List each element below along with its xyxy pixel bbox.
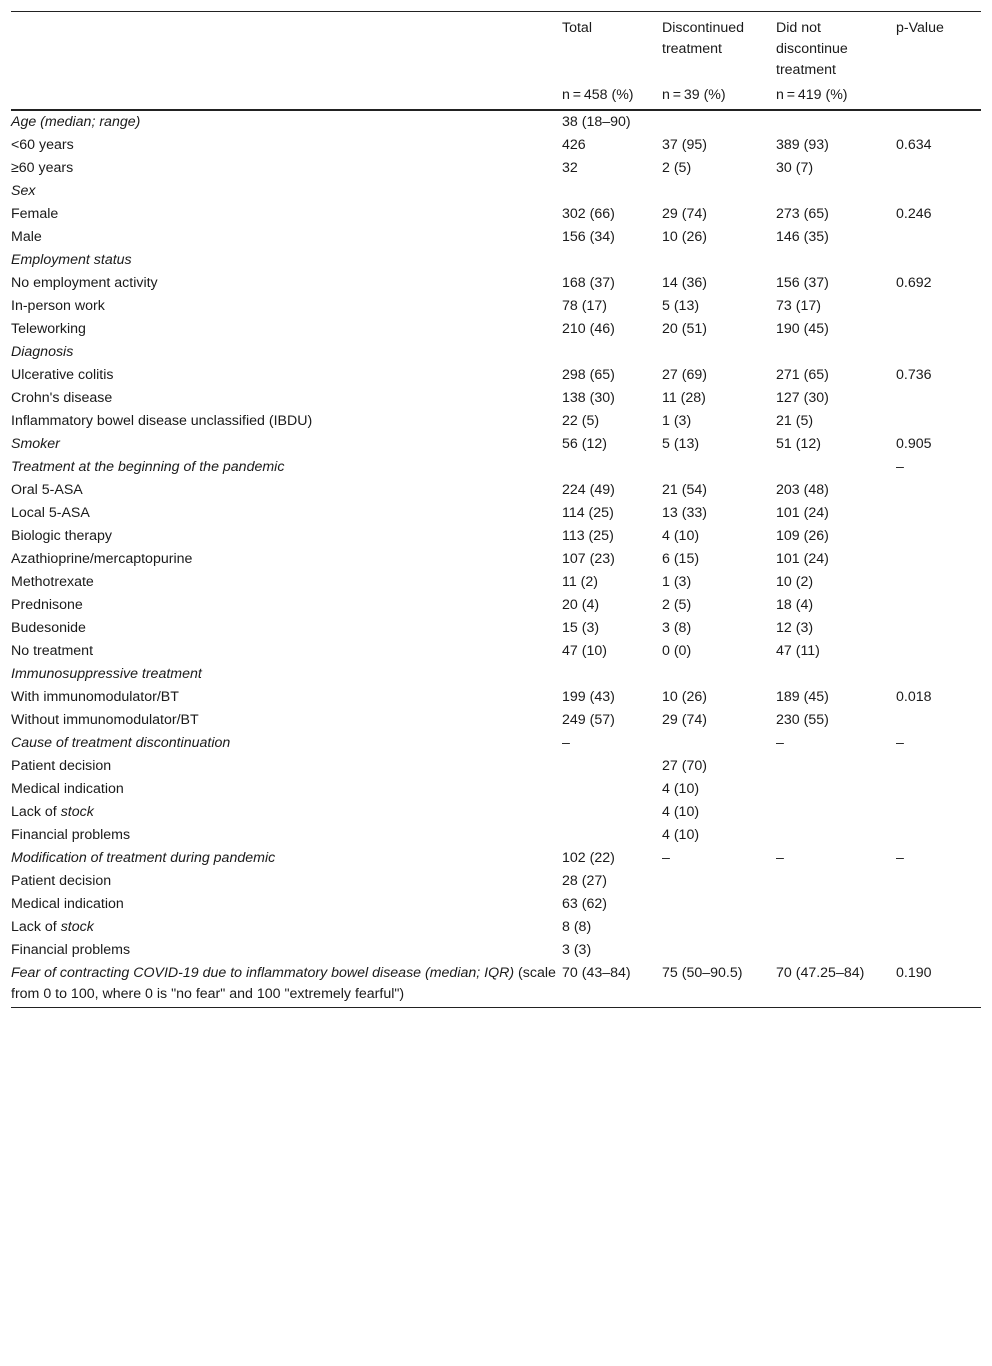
row-label-text: Lack of: [11, 804, 61, 820]
table-row: [11, 158, 981, 181]
table-row: [11, 871, 981, 894]
cell-total: 56 (12): [562, 436, 607, 452]
row-label: Modification of treatment during pandemic: [11, 850, 276, 866]
cell-not-discontinued: 47 (11): [776, 643, 820, 659]
cell-not-discontinued: 109 (26): [776, 528, 829, 544]
row-label: Ulcerative colitis: [11, 367, 114, 383]
cell-pvalue: [896, 871, 981, 894]
cell-pvalue: [896, 825, 981, 848]
cell-pvalue: 0.018: [896, 689, 932, 705]
cell-total: 22 (5): [562, 413, 600, 429]
table-row: [11, 365, 981, 388]
table-row: [11, 388, 981, 411]
cell-total: 210 (46): [562, 321, 615, 337]
row-label-italic: stock: [60, 919, 94, 935]
cell-not-discontinued: 273 (65): [776, 206, 829, 222]
cell-discontinued: 27 (70): [662, 758, 707, 774]
row-label: Budesonide: [11, 620, 86, 636]
table-row: [11, 296, 981, 319]
cell-total: 11 (2): [562, 574, 599, 590]
cell-pvalue: 0.246: [896, 206, 932, 222]
cell-discontinued: 1 (3): [662, 413, 692, 429]
cell-not-discontinued: 189 (45): [776, 689, 829, 705]
cell-total: 138 (30): [562, 390, 615, 406]
cell-discontinued: 20 (51): [662, 321, 707, 337]
table-row: [11, 641, 981, 664]
table-row: [11, 319, 981, 342]
cell-total: 3 (3): [562, 942, 592, 958]
row-label: <60 years: [11, 137, 74, 153]
table-row: [11, 204, 981, 227]
cell-discontinued: 29 (74): [662, 712, 707, 728]
cell-not-discontinued: 203 (48): [776, 482, 829, 498]
header-blank: [11, 12, 562, 82]
row-label: In-person work: [11, 298, 105, 314]
cell-pvalue: [896, 388, 981, 411]
cell-not-discontinued: [776, 110, 896, 135]
cell-pvalue: [896, 664, 981, 687]
cell-total: 107 (23): [562, 551, 615, 567]
cell-discontinued: 2 (5): [662, 597, 692, 613]
row-label: Medical indication: [11, 781, 124, 797]
table-row: [11, 687, 981, 710]
cell-pvalue: –: [896, 459, 904, 475]
row-label: No treatment: [11, 643, 94, 659]
cell-not-discontinued: 156 (37): [776, 275, 829, 291]
cell-discontinued: [662, 181, 776, 204]
cell-pvalue: [896, 319, 981, 342]
cell-discontinued: 11 (28): [662, 390, 706, 406]
row-label: Azathioprine/mercaptopurine: [11, 551, 193, 567]
cell-pvalue: [896, 894, 981, 917]
cell-pvalue: –: [896, 735, 904, 751]
cell-total: [562, 342, 662, 365]
cell-discontinued: 4 (10): [662, 781, 700, 797]
table-row: [11, 733, 981, 756]
cell-pvalue: [896, 250, 981, 273]
cell-not-discontinued: 70 (47.25–84): [776, 963, 896, 1008]
cell-discontinued: 0 (0): [662, 643, 692, 659]
table-row: [11, 710, 981, 733]
header-n-discontinued: n = 39 (%): [662, 81, 776, 110]
cell-discontinued: 13 (33): [662, 505, 707, 521]
cell-discontinued: 10 (26): [662, 229, 707, 245]
cell-not-discontinued: [776, 756, 896, 779]
table-row: [11, 756, 981, 779]
cell-pvalue: –: [896, 850, 904, 866]
table-row: [11, 110, 981, 135]
cell-pvalue: [896, 595, 981, 618]
cell-total: [562, 457, 662, 480]
table-body: [11, 110, 981, 1008]
cell-discontinued: 5 (13): [662, 298, 700, 314]
cell-discontinued: 5 (13): [662, 436, 700, 452]
cell-not-discontinued: [776, 779, 896, 802]
row-label: Smoker: [11, 436, 60, 452]
cell-pvalue: [896, 526, 981, 549]
cell-total: 20 (4): [562, 597, 600, 613]
cell-total: 168 (37): [562, 275, 615, 291]
row-label-italic: stock: [60, 804, 94, 820]
row-label: Local 5-ASA: [11, 505, 90, 521]
cell-total: [562, 250, 662, 273]
cell-not-discontinued: 101 (24): [776, 505, 829, 521]
cell-not-discontinued: [776, 457, 896, 480]
cell-not-discontinued: 190 (45): [776, 321, 829, 337]
cell-total: [562, 756, 662, 779]
cell-total: 224 (49): [562, 482, 615, 498]
cell-discontinued: 4 (10): [662, 827, 700, 843]
cell-total: 47 (10): [562, 643, 607, 659]
row-label: Biologic therapy: [11, 528, 112, 544]
cell-not-discontinued: 10 (2): [776, 574, 814, 590]
table-row: [11, 963, 981, 1008]
header-total: Total: [562, 12, 662, 82]
header-n-blank: [11, 81, 562, 110]
header-n-pvalue: [896, 81, 981, 110]
row-label: Age (median; range): [11, 114, 141, 130]
row-label: Methotrexate: [11, 574, 94, 590]
cell-not-discontinued: [776, 802, 896, 825]
cell-discontinued: 10 (26): [662, 689, 707, 705]
cell-total: 70 (43–84): [562, 963, 662, 1008]
cell-total: 15 (3): [562, 620, 600, 636]
cell-total: 156 (34): [562, 229, 615, 245]
table-row: [11, 618, 981, 641]
header-discontinued: Discontinued treatment: [662, 12, 776, 82]
cell-pvalue: [896, 917, 981, 940]
row-label: Without immunomodulator/BT: [11, 712, 199, 728]
cell-total: 426: [562, 137, 586, 153]
cell-total: 63 (62): [562, 896, 607, 912]
cell-pvalue: [896, 779, 981, 802]
cell-discontinued: 1 (3): [662, 574, 692, 590]
row-label: Inflammatory bowel disease unclassified (IBDU): [11, 413, 313, 429]
cell-discontinued: 75 (50–90.5): [662, 963, 776, 1008]
table-row: [11, 894, 981, 917]
cell-not-discontinued: 146 (35): [776, 229, 829, 245]
row-label-text: Lack of: [11, 919, 61, 935]
cell-pvalue: [896, 503, 981, 526]
row-label: [11, 917, 562, 940]
row-label: ≥60 years: [11, 160, 74, 176]
cell-not-discontinued: 271 (65): [776, 367, 829, 383]
cell-not-discontinued: 30 (7): [776, 160, 814, 176]
table-row: [11, 526, 981, 549]
cell-not-discontinued: [776, 825, 896, 848]
cell-discontinued: [662, 917, 776, 940]
cell-not-discontinued: 18 (4): [776, 597, 814, 613]
cell-total: [562, 181, 662, 204]
cell-pvalue: 0.736: [896, 367, 932, 383]
cell-discontinued: 6 (15): [662, 551, 700, 567]
cell-total: 28 (27): [562, 873, 607, 889]
table-row: [11, 595, 981, 618]
cell-total: [562, 802, 662, 825]
table-row: [11, 457, 981, 480]
cell-total: –: [562, 735, 570, 751]
cell-not-discontinued: [776, 250, 896, 273]
cell-not-discontinued: [776, 342, 896, 365]
cell-pvalue: [896, 756, 981, 779]
header-n-total: n = 458 (%): [562, 81, 662, 110]
cell-total: 38 (18–90): [562, 114, 631, 130]
row-label: Patient decision: [11, 873, 112, 889]
cell-not-discontinued: [776, 871, 896, 894]
cell-pvalue: [896, 710, 981, 733]
cell-total: 32: [562, 160, 578, 176]
cell-pvalue: [896, 296, 981, 319]
cell-discontinued: [662, 342, 776, 365]
cell-total: 113 (25): [562, 528, 614, 544]
cell-not-discontinued: [776, 181, 896, 204]
table-row: [11, 480, 981, 503]
row-label: Treatment at the beginning of the pandemic: [11, 459, 285, 475]
cell-discontinued: 3 (8): [662, 620, 692, 636]
cell-total: 114 (25): [562, 505, 614, 521]
cell-pvalue: [896, 802, 981, 825]
cell-not-discontinued: [776, 940, 896, 963]
cell-pvalue: [896, 181, 981, 204]
cell-total: 249 (57): [562, 712, 615, 728]
table-row: [11, 940, 981, 963]
cell-discontinued: 29 (74): [662, 206, 707, 222]
cell-total: 298 (65): [562, 367, 615, 383]
table-row: [11, 848, 981, 871]
cell-discontinued: 4 (10): [662, 804, 700, 820]
row-label: With immunomodulator/BT: [11, 689, 179, 705]
cell-discontinued: 14 (36): [662, 275, 707, 291]
cell-not-discontinued: [776, 894, 896, 917]
cell-pvalue: [896, 411, 981, 434]
cell-total: 199 (43): [562, 689, 615, 705]
row-label: Financial problems: [11, 942, 131, 958]
table-row: [11, 802, 981, 825]
cell-not-discontinued: 230 (55): [776, 712, 829, 728]
header-pvalue: p-Value: [896, 12, 981, 82]
table-row: [11, 664, 981, 687]
cell-pvalue: [896, 158, 981, 181]
table-row: [11, 273, 981, 296]
cell-not-discontinued: [776, 664, 896, 687]
cell-pvalue: 0.905: [896, 436, 932, 452]
table-row: [11, 825, 981, 848]
table-row: [11, 779, 981, 802]
cell-pvalue: [896, 227, 981, 250]
table-header: [11, 12, 981, 111]
cell-discontinued: [662, 250, 776, 273]
cell-not-discontinued: 21 (5): [776, 413, 814, 429]
row-label: No employment activity: [11, 275, 158, 291]
row-label-text: (scale from 0 to 100, where 0 is "no fear" and 100 "extremely fearful"): [11, 965, 556, 1002]
table-row: [11, 411, 981, 434]
table-row: [11, 572, 981, 595]
cell-pvalue: 0.692: [896, 275, 932, 291]
cell-total: [562, 825, 662, 848]
table-row: [11, 549, 981, 572]
cell-not-discontinued: 12 (3): [776, 620, 814, 636]
results-table: [11, 11, 981, 1008]
cell-pvalue: [896, 572, 981, 595]
row-label: Teleworking: [11, 321, 86, 337]
cell-discontinued: [662, 457, 776, 480]
cell-not-discontinued: 389 (93): [776, 137, 829, 153]
row-label: Cause of treatment discontinuation: [11, 735, 231, 751]
row-label: Male: [11, 229, 42, 245]
cell-pvalue: 0.190: [896, 963, 981, 1008]
cell-not-discontinued: 127 (30): [776, 390, 829, 406]
row-label: Sex: [11, 183, 36, 199]
cell-total: 102 (22): [562, 850, 615, 866]
cell-pvalue: [896, 618, 981, 641]
table-row: [11, 135, 981, 158]
cell-discontinued: [662, 664, 776, 687]
row-label: Financial problems: [11, 827, 131, 843]
row-label: Crohn's disease: [11, 390, 113, 406]
row-label: Immunosuppressive treatment: [11, 666, 202, 682]
row-label: Employment status: [11, 252, 132, 268]
cell-total: 78 (17): [562, 298, 607, 314]
row-label: Patient decision: [11, 758, 112, 774]
cell-discontinued: [662, 110, 776, 135]
cell-pvalue: [896, 480, 981, 503]
cell-discontinued: 27 (69): [662, 367, 707, 383]
cell-total: 302 (66): [562, 206, 615, 222]
header-not-discontinued: Did not discontinue treatment: [776, 12, 896, 82]
row-label: Oral 5-ASA: [11, 482, 83, 498]
cell-not-discontinued: 51 (12): [776, 436, 821, 452]
cell-discontinued: 37 (95): [662, 137, 707, 153]
table-row: [11, 503, 981, 526]
cell-total: [562, 779, 662, 802]
cell-not-discontinued: 101 (24): [776, 551, 829, 567]
cell-discontinued: 2 (5): [662, 160, 692, 176]
header-n-not-discontinued: n = 419 (%): [776, 81, 896, 110]
cell-not-discontinued: –: [776, 850, 784, 866]
table-row: [11, 227, 981, 250]
table-row: [11, 181, 981, 204]
table-row: [11, 250, 981, 273]
row-label-italic: Fear of contracting COVID-19 due to inflammatory bowel disease (median; IQR): [11, 965, 515, 981]
cell-not-discontinued: 73 (17): [776, 298, 821, 314]
cell-discontinued: [662, 733, 776, 756]
cell-not-discontinued: –: [776, 735, 784, 751]
table-row: [11, 917, 981, 940]
row-label: Prednisone: [11, 597, 83, 613]
cell-discontinued: [662, 871, 776, 894]
cell-total: [562, 664, 662, 687]
cell-pvalue: [896, 342, 981, 365]
row-label: Diagnosis: [11, 344, 74, 360]
row-label: [11, 963, 562, 1008]
table-row: [11, 434, 981, 457]
cell-pvalue: [896, 549, 981, 572]
cell-pvalue: 0.634: [896, 137, 932, 153]
table-row: [11, 342, 981, 365]
cell-not-discontinued: [776, 917, 896, 940]
cell-discontinued: –: [662, 850, 670, 866]
cell-discontinued: [662, 940, 776, 963]
row-label: [11, 802, 562, 825]
cell-discontinued: [662, 894, 776, 917]
row-label: Medical indication: [11, 896, 124, 912]
cell-pvalue: [896, 940, 981, 963]
cell-discontinued: 4 (10): [662, 528, 700, 544]
cell-total: 8 (8): [562, 919, 592, 935]
row-label: Female: [11, 206, 59, 222]
cell-pvalue: [896, 641, 981, 664]
cell-discontinued: 21 (54): [662, 482, 707, 498]
cell-pvalue: [896, 110, 981, 135]
